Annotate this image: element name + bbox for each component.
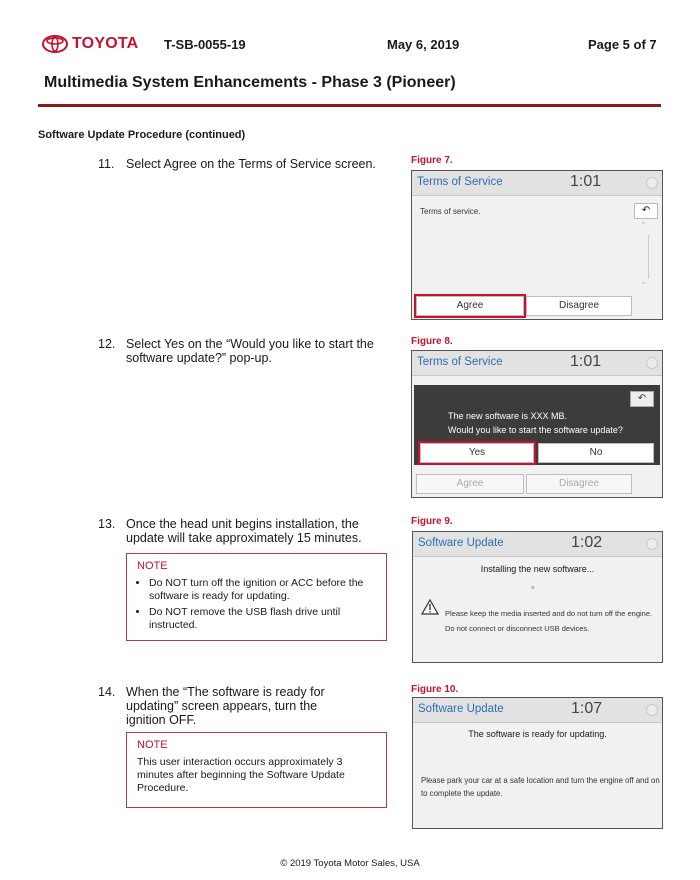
bulletin-date: May 6, 2019 [387, 37, 460, 52]
step-13 [98, 517, 398, 547]
scroll-up-icon[interactable]: ˆ [642, 221, 645, 231]
screen-header [412, 351, 662, 376]
screen-title: Software Update [418, 703, 504, 715]
disagree-button-disabled: Disagree [526, 474, 632, 494]
step-14 [98, 685, 398, 729]
note-item: • Do NOT turn off the ignition or ACC before the software is ready for updating. [149, 577, 376, 603]
step-text: When the “The software is ready for updating” screen appears, turn the ignition OFF. [126, 685, 325, 727]
toyota-logo [42, 35, 138, 53]
brand-name: TOYOTA [72, 35, 139, 52]
note-title: NOTE [137, 560, 168, 572]
warning-text-2: Do not connect or disconnect USB devices. [445, 624, 590, 633]
update-popup [414, 385, 660, 465]
figure-9-label: Figure 9. [411, 516, 453, 527]
park-instruction: Please park your car at a safe location and turn the engine off and on to complete the update. [421, 776, 660, 798]
page-number: Page 5 of 7 [588, 37, 657, 52]
status-icon [646, 177, 658, 189]
figure-8-label: Figure 8. [411, 336, 453, 347]
note-item: • Do NOT remove the USB flash drive until instructed. [149, 606, 376, 632]
step-text: Select Yes on the “Would you like to start the software update?” pop-up. [126, 337, 374, 365]
status-icon [646, 357, 658, 369]
disagree-button[interactable]: Disagree [526, 296, 632, 316]
step-11 [98, 157, 398, 187]
screen-header [413, 698, 662, 723]
install-status: Installing the new software... [480, 564, 595, 574]
back-icon[interactable]: ↶ [634, 203, 658, 219]
warning-icon [421, 599, 439, 615]
screen-clock: 1:02 [571, 534, 603, 551]
yes-button[interactable]: Yes [420, 443, 534, 463]
screen-title: Software Update [418, 537, 504, 549]
screen-clock: 1:01 [570, 173, 602, 190]
figure-7-label: Figure 7. [411, 155, 453, 166]
popup-size-text: The new software is XXX MB. [448, 411, 568, 421]
scroll-down-icon[interactable]: ˇ [642, 281, 645, 291]
agree-button-disabled: Agree [416, 474, 524, 494]
note-title: NOTE [137, 739, 168, 751]
spinner-icon: ∘ [530, 582, 536, 592]
agree-button[interactable]: Agree [416, 296, 524, 316]
back-icon[interactable]: ↶ [630, 391, 654, 407]
status-icon [646, 704, 658, 716]
step-text: Select Agree on the Terms of Service screen. [126, 157, 376, 171]
copyright-footer: © 2019 Toyota Motor Sales, USA [280, 858, 420, 869]
step-number: 14. [98, 685, 116, 699]
header-divider [38, 104, 661, 107]
status-icon [646, 538, 658, 550]
step-number: 13. [98, 517, 116, 531]
ready-status: The software is ready for updating. [468, 729, 607, 739]
figure-10-label: Figure 10. [411, 684, 459, 695]
toyota-emblem-icon [42, 35, 68, 53]
screen-title: Terms of Service [417, 356, 503, 368]
step-number: 12. [98, 337, 116, 351]
screen-header [412, 171, 662, 196]
step-number: 11. [98, 157, 115, 171]
scrollbar[interactable] [648, 235, 649, 279]
figure-8-screen [411, 350, 663, 498]
warning-text-1: Please keep the media inserted and do not turn off the engine. [445, 609, 653, 618]
step-12 [98, 337, 398, 367]
step-text: Once the head unit begins installation, the update will take approximately 15 minutes. [126, 517, 362, 545]
note-text: This user interaction occurs approximately 3 minutes after beginning the Software Update Procedure. [137, 756, 345, 794]
screen-clock: 1:01 [570, 353, 602, 370]
screen-title: Terms of Service [417, 176, 503, 188]
note-box-2 [126, 732, 387, 808]
figure-9-screen [412, 531, 663, 663]
page-title: Multimedia System Enhancements - Phase 3 (Pioneer) [44, 74, 456, 91]
screen-clock: 1:07 [571, 700, 603, 717]
figure-10-screen [412, 697, 663, 829]
screen-header [413, 532, 662, 557]
section-heading: Software Update Procedure (continued) [38, 129, 246, 141]
figure-7-screen [411, 170, 663, 320]
bulletin-id: T-SB-0055-19 [164, 37, 246, 52]
note-box-1 [126, 553, 387, 641]
terms-text: Terms of service. [420, 207, 481, 216]
no-button[interactable]: No [538, 443, 654, 463]
popup-question: Would you like to start the software update? [448, 425, 623, 435]
